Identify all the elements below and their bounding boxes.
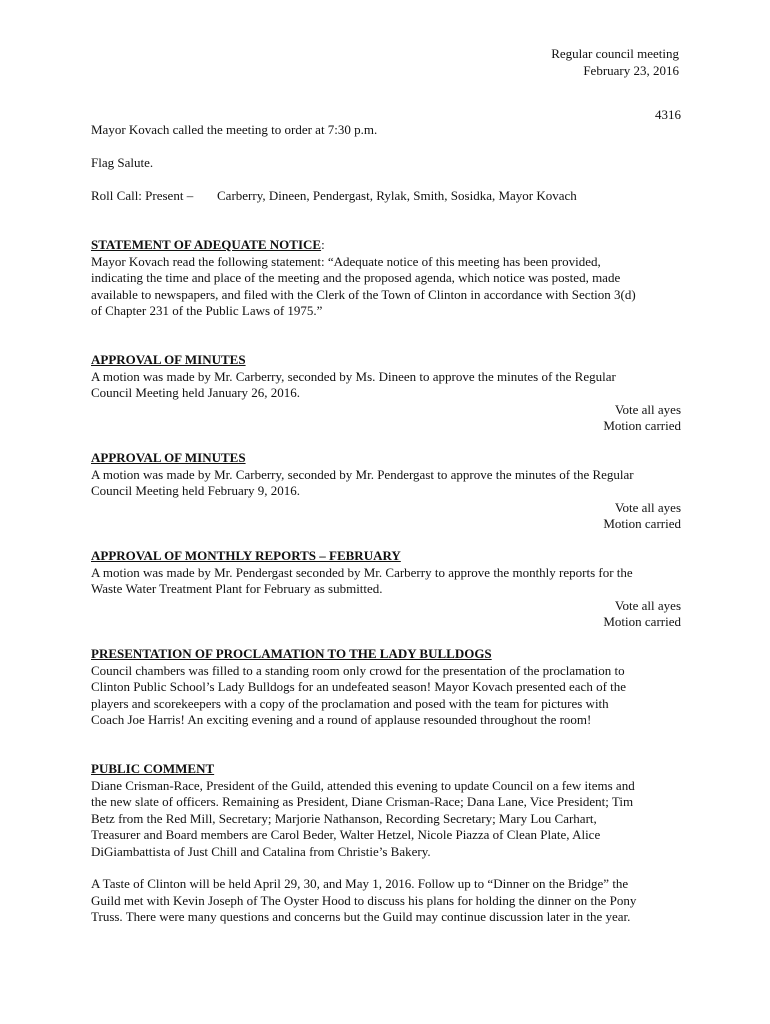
meeting-date: February 23, 2016 (583, 62, 679, 78)
proclamation-line: Coach Joe Harris! An exciting evening and a round of applause resounded throughout the room! (91, 712, 592, 727)
minutes-section-2 (91, 450, 681, 533)
public-comment-line: A Taste of Clinton will be held April 29, 30, and May 1, 2016. Follow up to “Dinner on the Bridge” the (91, 876, 629, 891)
minutes-heading-1: APPROVAL OF MINUTES (91, 352, 246, 367)
minutes-line: Council Meeting held January 26, 2016. (91, 385, 301, 400)
public-comment-line: the new slate of officers. Remaining as President, Diane Crisman-Race; Dana Lane, Vice President; Tim (91, 794, 634, 809)
proclamation-heading: PRESENTATION OF PROCLAMATION TO THE LADY BULLDOGS (91, 646, 492, 661)
call-to-order: Mayor Kovach called the meeting to order at 7:30 p.m. (91, 122, 378, 137)
public-comment-line: Betz from the Red Mill, Secretary; Marjorie Nathanson, Recording Secretary; Mary Lou Carhart, (91, 810, 597, 826)
public-comment-line: DiGiambattista of Just Chill and Catalina from Christie’s Bakery. (91, 843, 431, 859)
roll-call (91, 188, 681, 205)
minutes-line: A motion was made by Mr. Carberry, seconded by Mr. Pendergast to approve the minutes of the Regular (91, 466, 634, 482)
statement-heading: STATEMENT OF ADEQUATE NOTICE (91, 237, 322, 252)
minutes-line: A motion was made by Mr. Carberry, seconded by Ms. Dineen to approve the minutes of the Regular (91, 368, 616, 384)
vote-result: Vote all ayes (614, 499, 681, 515)
taste-of-clinton-paragraph (91, 876, 681, 926)
vote-result: Vote all ayes (614, 401, 681, 417)
reports-section (91, 548, 681, 631)
roll-call-label: Roll Call: Present – (91, 188, 194, 203)
proclamation-section (91, 646, 681, 729)
reports-line: A motion was made by Mr. Pendergast seconded by Mr. Carberry to approve the monthly reports for the (91, 564, 633, 580)
proclamation-line: Clinton Public School’s Lady Bulldogs for an undefeated season! Mayor Kovach presented each of the (91, 679, 627, 694)
statement-section: STATEMENT OF ADEQUATE NOTICE: Mayor Kovach read the following statement: “Adequate notice of this meeting has been provided, indicating the time and place of the meeting and the proposed agenda, which notice was posted, made available to newspapers, and filed with the Clerk of the Town of Clinton in accordance with Section 3(d) of Chapter 231 of the Public Laws of 1975.” (91, 237, 681, 320)
statement-line: Mayor Kovach read the following statement: “Adequate notice of this meeting has been provided, (91, 253, 601, 269)
public-comment-line: Diane Crisman-Race, President of the Guild, attended this evening to update Council on a few items and (91, 777, 635, 793)
flag-salute: Flag Salute. (91, 155, 154, 170)
motion-result: Motion carried (603, 614, 681, 629)
reports-heading: APPROVAL OF MONTHLY REPORTS – FEBRUARY (91, 548, 401, 563)
proclamation-line: Council chambers was filled to a standing room only crowd for the presentation of the proclamation to (91, 662, 625, 678)
motion-result: Motion carried (603, 418, 681, 433)
public-comment-heading: PUBLIC COMMENT (91, 761, 215, 776)
document-header (551, 46, 679, 79)
minutes-heading-2: APPROVAL OF MINUTES (91, 450, 246, 465)
public-comment-line: Treasurer and Board members are Carol Beder, Walter Hetzel, Nicole Piazza of Clean Plate, Alice (91, 827, 601, 842)
minutes-section-1 (91, 352, 681, 435)
statement-line: available to newspapers, and filed with the Clerk of the Town of Clinton in accordance with Section 3(d) (91, 286, 636, 302)
public-comment-line: Truss. There were many questions and concerns but the Guild may continue discussion later in the year. (91, 909, 631, 924)
roll-call-names: Carberry, Dineen, Pendergast, Rylak, Smith, Sosidka, Mayor Kovach (217, 188, 577, 203)
proclamation-line: players and scorekeepers with a copy of the proclamation and posed with the team for pictures with (91, 695, 609, 711)
statement-line: of Chapter 231 of the Public Laws of 1975.” (91, 303, 323, 318)
motion-result: Motion carried (603, 516, 681, 531)
public-comment-line: Guild met with Kevin Joseph of The Oyster Hood to discuss his plans for holding the dinner on the Pony (91, 892, 637, 908)
reports-line: Waste Water Treatment Plant for February as submitted. (91, 581, 383, 596)
public-comment-section (91, 761, 681, 860)
page-number: 4316 (655, 107, 681, 122)
minutes-line: Council Meeting held February 9, 2016. (91, 483, 301, 498)
statement-line: indicating the time and place of the meeting and the proposed agenda, which notice was posted, made (91, 270, 621, 285)
meeting-title: Regular council meeting (551, 46, 679, 61)
vote-result: Vote all ayes (614, 597, 681, 613)
